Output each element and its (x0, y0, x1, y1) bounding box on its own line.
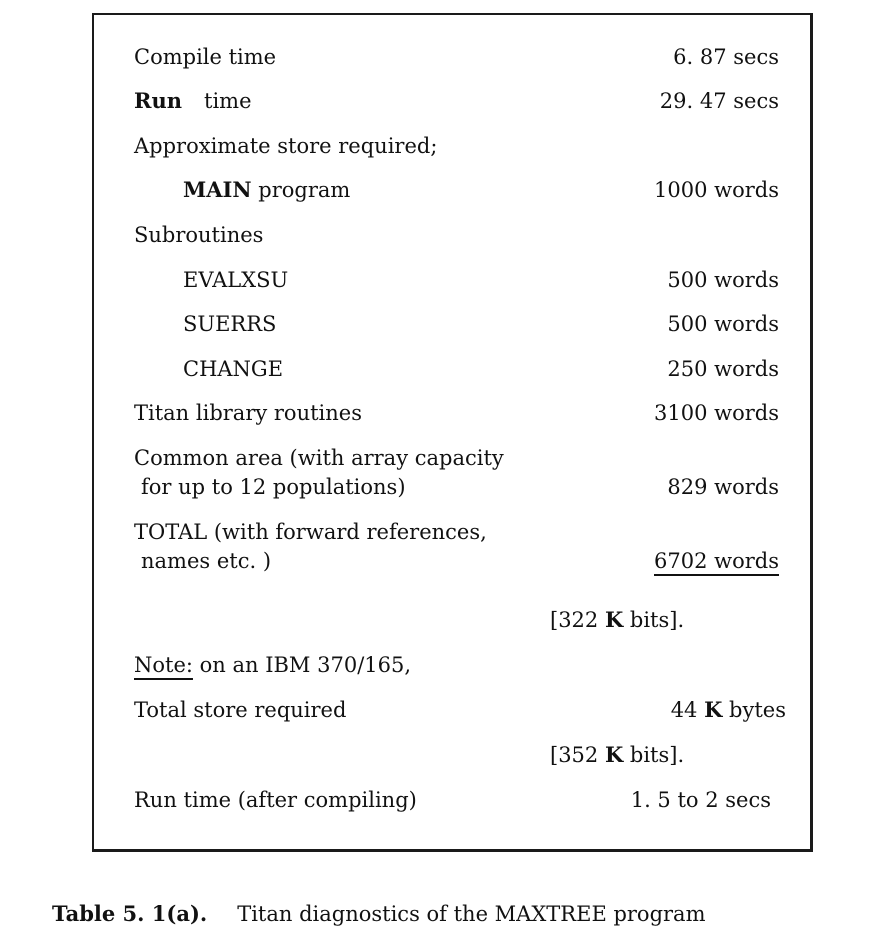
value-unit: bytes (722, 698, 786, 722)
store-bits (550, 740, 684, 770)
row-value: 29. 47 secs (659, 89, 779, 113)
row-value: 829 words (667, 475, 779, 499)
row-main-program (94, 175, 810, 205)
bits-close: bits]. (623, 743, 685, 767)
row-label: Compile time (134, 45, 277, 69)
value-k: K (704, 697, 723, 722)
row-value: 500 words (667, 312, 779, 336)
row-total-line2 (94, 546, 810, 576)
row-label: for up to 12 populations) (141, 475, 406, 499)
note-label: Note: (134, 653, 193, 677)
row-label-run: Run (134, 88, 182, 113)
table-caption (52, 899, 706, 929)
program-label: program (258, 178, 351, 202)
row-label: CHANGE (183, 357, 284, 381)
row-label: Common area (with array capacity (134, 446, 504, 470)
diagnostics-table (92, 13, 813, 852)
row-value: 3100 words (654, 401, 779, 425)
row-subroutines (94, 220, 810, 250)
total-value: 6702 words (654, 549, 779, 573)
caption-text: Titan diagnostics of the MAXTREE program (237, 902, 706, 926)
bits-k: K (604, 607, 624, 632)
row-value: 6. 87 secs (673, 45, 779, 69)
row-evalxsu (94, 265, 810, 295)
row-label (183, 175, 350, 205)
row-change (94, 354, 810, 384)
row-common-area-line1 (94, 443, 810, 473)
main-label: MAIN (183, 177, 252, 202)
row-label: Titan library routines (134, 401, 362, 425)
row-total-store (94, 695, 810, 725)
row-label: Run time (after compiling) (134, 788, 417, 812)
row-approx-store (94, 131, 810, 161)
note (134, 650, 411, 680)
row-compile-time (94, 42, 810, 72)
row-suerrs (94, 309, 810, 339)
row-label: Approximate store required; (134, 134, 438, 158)
row-value: 250 words (667, 357, 779, 381)
row-label: TOTAL (with forward references, (134, 520, 487, 544)
row-total-bits (94, 605, 810, 635)
row-note (94, 650, 810, 680)
row-store-bits (94, 740, 810, 770)
row-label: Total store required (134, 698, 347, 722)
bits-k: K (604, 742, 624, 767)
value-num: 44 (670, 698, 705, 722)
row-value: 500 words (667, 268, 779, 292)
row-value (671, 695, 786, 725)
row-value: 1000 words (654, 178, 779, 202)
bits-close: bits]. (623, 608, 685, 632)
row-run-time (94, 86, 810, 116)
row-label: SUERRS (183, 312, 277, 336)
bits-open: [322 (550, 608, 605, 632)
row-label: EVALXSU (183, 268, 289, 292)
row-label-time: time (204, 89, 252, 113)
row-common-area-line2 (94, 472, 810, 502)
caption-number: Table 5. 1(a). (52, 901, 208, 926)
row-label: names etc. ) (141, 549, 272, 573)
row-label: Subroutines (134, 223, 264, 247)
row-run-after (94, 785, 810, 815)
note-text: on an IBM 370/165, (192, 653, 412, 677)
total-bits (550, 605, 684, 635)
row-value: 1. 5 to 2 secs (630, 788, 771, 812)
row-total-line1 (94, 517, 810, 547)
bits-open: [352 (550, 743, 605, 767)
row-titan-library (94, 398, 810, 428)
